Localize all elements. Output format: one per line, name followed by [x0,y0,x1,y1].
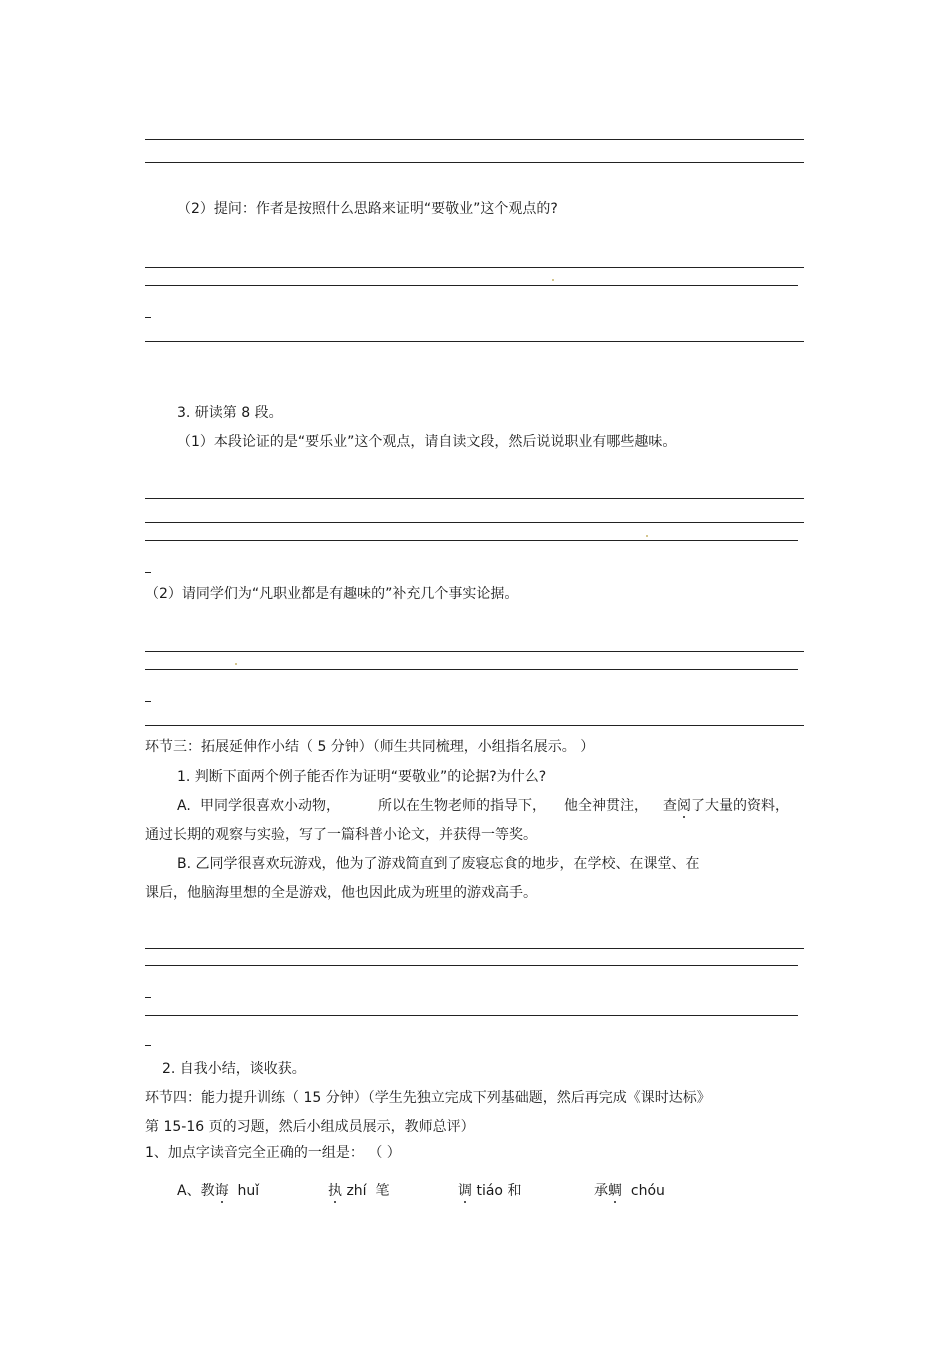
pinyin: chóu [630,1183,665,1199]
example-a-part-2: 所以在生物老师的指导下， [378,798,546,814]
example-b-line-2: 课后，他脑海里想的全是游戏，他也因此成为班里的游戏高手。 [145,885,537,901]
pinyin: huǐ [237,1183,260,1199]
speck [646,535,648,537]
answer-line[interactable] [145,139,804,140]
dotted-character: 诲 [214,1183,229,1199]
section-3-question-2: （2）请同学们为“凡职业都是有趣味的”补充几个事实论据。 [145,586,519,602]
link-3-question-1: 1. 判断下面两个例子能否作为证明“要敬业”的论据?为什么? [177,769,547,785]
line-dash [145,572,151,573]
answer-line[interactable] [145,498,804,499]
answer-line[interactable] [145,948,804,949]
dotted-character: 蜩 [608,1183,622,1199]
option-text: 和 [507,1183,522,1199]
option-a-word-3 [458,1182,521,1200]
example-a-line-2: 通过长期的观察与实验，写了一篇科普小论文，并获得一等奖。 [145,827,537,843]
section-3-question-1: （1）本段论证的是“要乐业”这个观点，请自读文段，然后说说职业有哪些趣味。 [177,434,677,450]
dotted-character: 执 [328,1183,342,1199]
option-a [177,1182,259,1200]
question-2-prompt: （2）提问：作者是按照什么思路来证明“要敬业”这个观点的? [177,201,558,217]
answer-line[interactable] [145,162,804,163]
link-3-question-2: 2. 自我小结，谈收获。 [162,1061,306,1077]
option-a-word-2 [328,1182,389,1200]
answer-line[interactable] [145,651,804,652]
example-a-part-4 [663,797,789,815]
line-dash [145,701,151,702]
option-a-word-4 [594,1182,665,1200]
line-dash [145,997,151,998]
answer-line[interactable] [145,267,804,268]
option-a-label: A、 [177,1183,201,1199]
line-dash [145,1045,151,1046]
example-a-label: A. [177,798,191,814]
option-text: 笔 [375,1183,390,1199]
pinyin: zhí [346,1183,367,1199]
speck [235,663,237,665]
answer-line[interactable] [145,965,798,966]
link-4-heading: 环节四：能力提升训练（ 15 分钟）（学生先独立完成下列基础题，然后再完成《课时达标》 [145,1090,711,1106]
example-b-line-1: B. 乙同学很喜欢玩游戏，他为了游戏简直到了废寝忘食的地步，在学校、在课堂、在 [177,856,700,872]
answer-line[interactable] [145,669,798,670]
answer-line[interactable] [145,341,804,342]
pinyin: tiáo [476,1183,503,1199]
example-a-part-3: 他全神贯注， [564,798,648,814]
dotted-character: 阅 [677,798,691,814]
section-3-title: 3. 研读第 8 段。 [177,405,283,421]
answer-line[interactable] [145,285,798,286]
pronunciation-question: 1、加点字读音完全正确的一组是： （ ） [145,1145,401,1161]
answer-line[interactable] [145,522,804,523]
link-3-heading: 环节三：拓展延伸作小结（ 5 分钟）（师生共同梳理，小组指名展示。 ） [145,739,595,755]
option-text: 教 [200,1183,215,1199]
answer-line[interactable] [145,1015,798,1016]
line-dash [145,317,151,318]
option-text: 承 [594,1183,608,1199]
example-a-text: 查 [663,798,677,814]
example-a-text: 了大量的资料， [691,798,789,814]
link-4-heading-continued: 第 15-16 页的习题，然后小组成员展示，教师总评） [145,1119,475,1135]
answer-line[interactable] [145,540,798,541]
example-a-part-1: 甲同学很喜欢小动物， [200,798,340,814]
speck [552,279,554,281]
answer-line[interactable] [145,725,804,726]
dotted-character: 调 [458,1183,472,1199]
